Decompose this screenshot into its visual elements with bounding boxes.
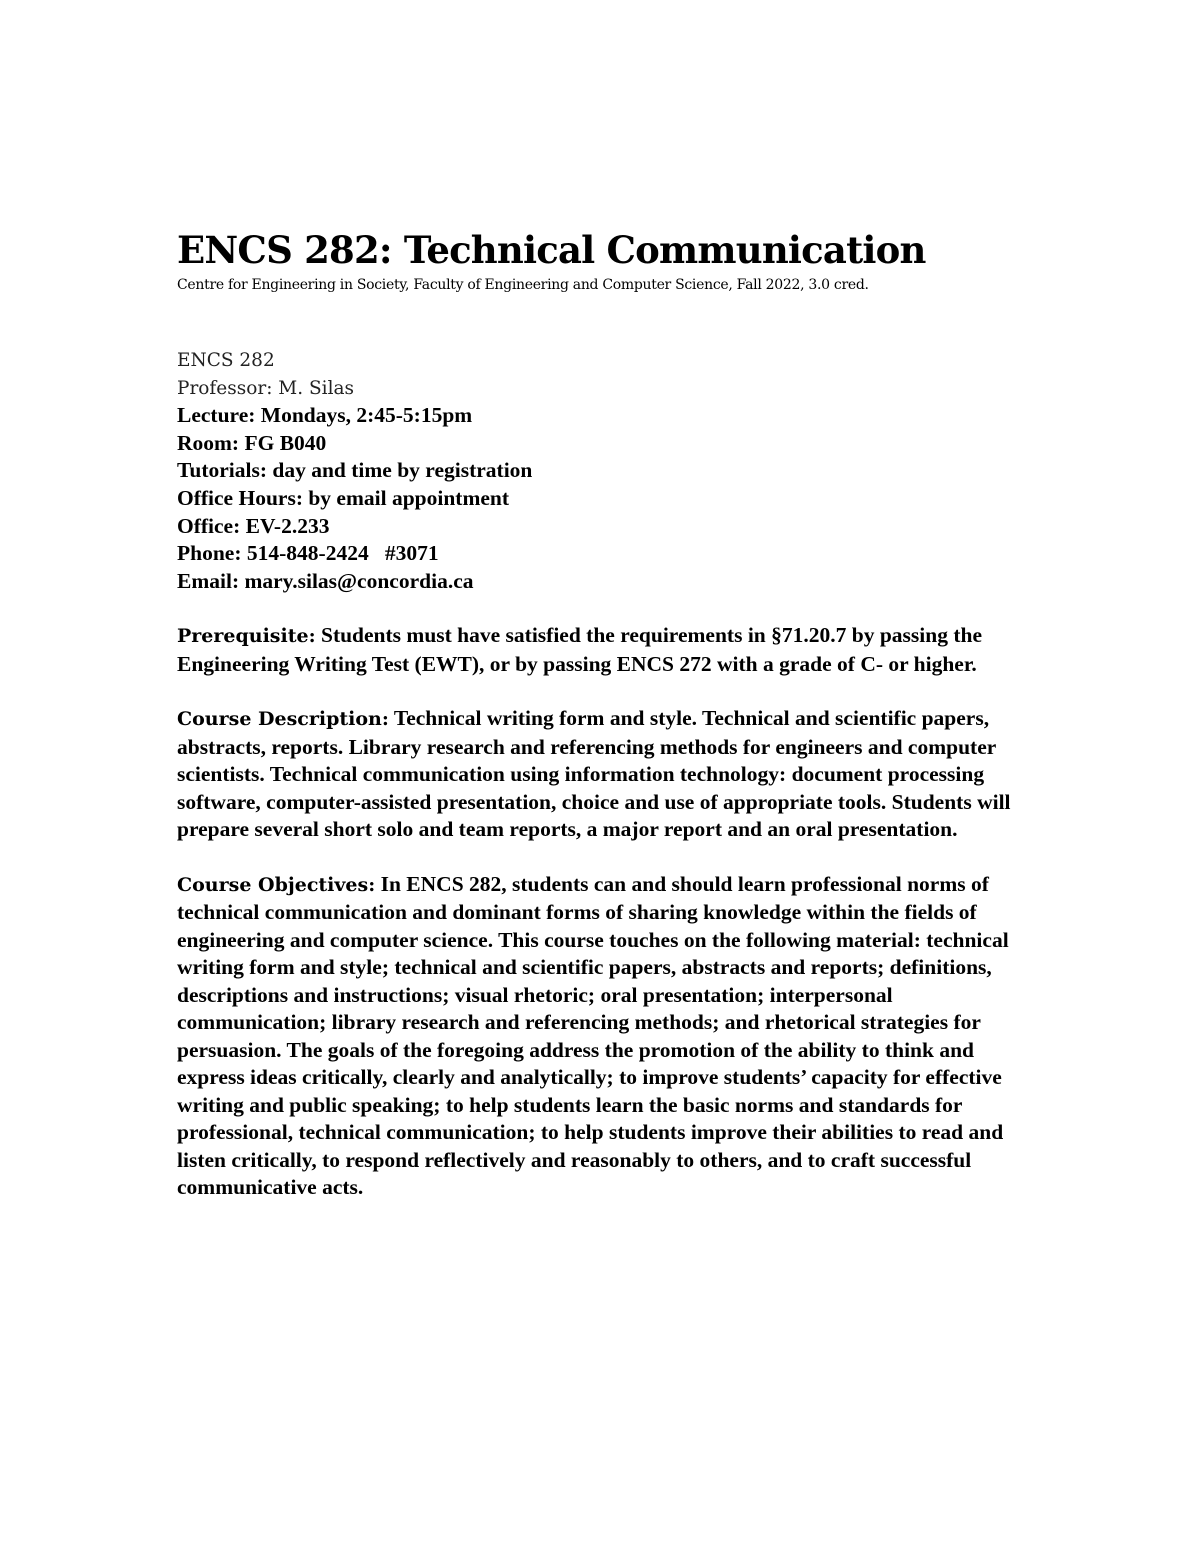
course-description-label: Course Description: — [177, 708, 389, 731]
phone-line: Phone: 514-848-2424 #3071 — [177, 541, 439, 566]
email-line: Email: mary.silas@concordia.ca — [177, 568, 474, 593]
prerequisite-label: Prerequisite: — [177, 625, 316, 648]
prerequisite-text: Students must have satisfied the requirements in §71.20.7 by passing the Engineering Writing Test (EWT), or by passing ENCS 272 with a grade of C- or higher. — [177, 623, 982, 676]
course-info-block — [177, 347, 1037, 595]
course-objectives-text: In ENCS 282, students can and should learn professional norms of technical communication and dominant forms of sharing knowledge within the fields of engineering and computer science. This course touches on the following material: technical writing form and style; technical and scientific papers, abstracts and reports; definitions, descriptions and instructions; visual rhetoric; oral presentation; interpersonal communication; library research and referencing methods; and rhetorical strategies for persuasion. The goals of the foregoing address the promotion of the ability to think and express ideas critically, clearly and analytically; to improve students’ capacity for effective writing and public speaking; to help students learn the basic norms and standards for professional, technical communication; to help students improve their abilities to read and listen critically, to respond reflectively and reasonably to others, and to craft successful communicative acts. — [177, 871, 1009, 1200]
room-line: Room: FG B040 — [177, 430, 327, 455]
course-objectives-section — [177, 871, 1037, 1202]
course-objectives-label: Course Objectives: — [177, 873, 376, 896]
document-page — [177, 228, 1037, 1223]
document-subtitle: Centre for Engineering in Society, Faculty of Engineering and Computer Science, Fall 2022, 3.0 cred. — [177, 277, 869, 293]
lecture-line: Lecture: Mondays, 2:45-5:15pm — [177, 403, 473, 428]
course-code: ENCS 282 — [177, 350, 275, 371]
office-hours-line: Office Hours: by email appointment — [177, 485, 510, 510]
professor-line: Professor: M. Silas — [177, 377, 355, 399]
course-description-text: Technical writing form and style. Technical and scientific papers, abstracts, reports. Library research and referencing methods for engineers and computer scientists. Technical communication using information technology: document processing software, computer-assisted presentation, choice and use of appropriate tools. Students will prepare several short solo and team reports, a major report and an oral presentation. — [177, 706, 1011, 842]
tutorials-line: Tutorials: day and time by registration — [177, 458, 533, 483]
prerequisite-section — [177, 622, 1037, 678]
course-description-section — [177, 705, 1037, 844]
document-title: ENCS 282: Technical Communication — [177, 228, 926, 272]
office-line: Office: EV-2.233 — [177, 513, 330, 538]
